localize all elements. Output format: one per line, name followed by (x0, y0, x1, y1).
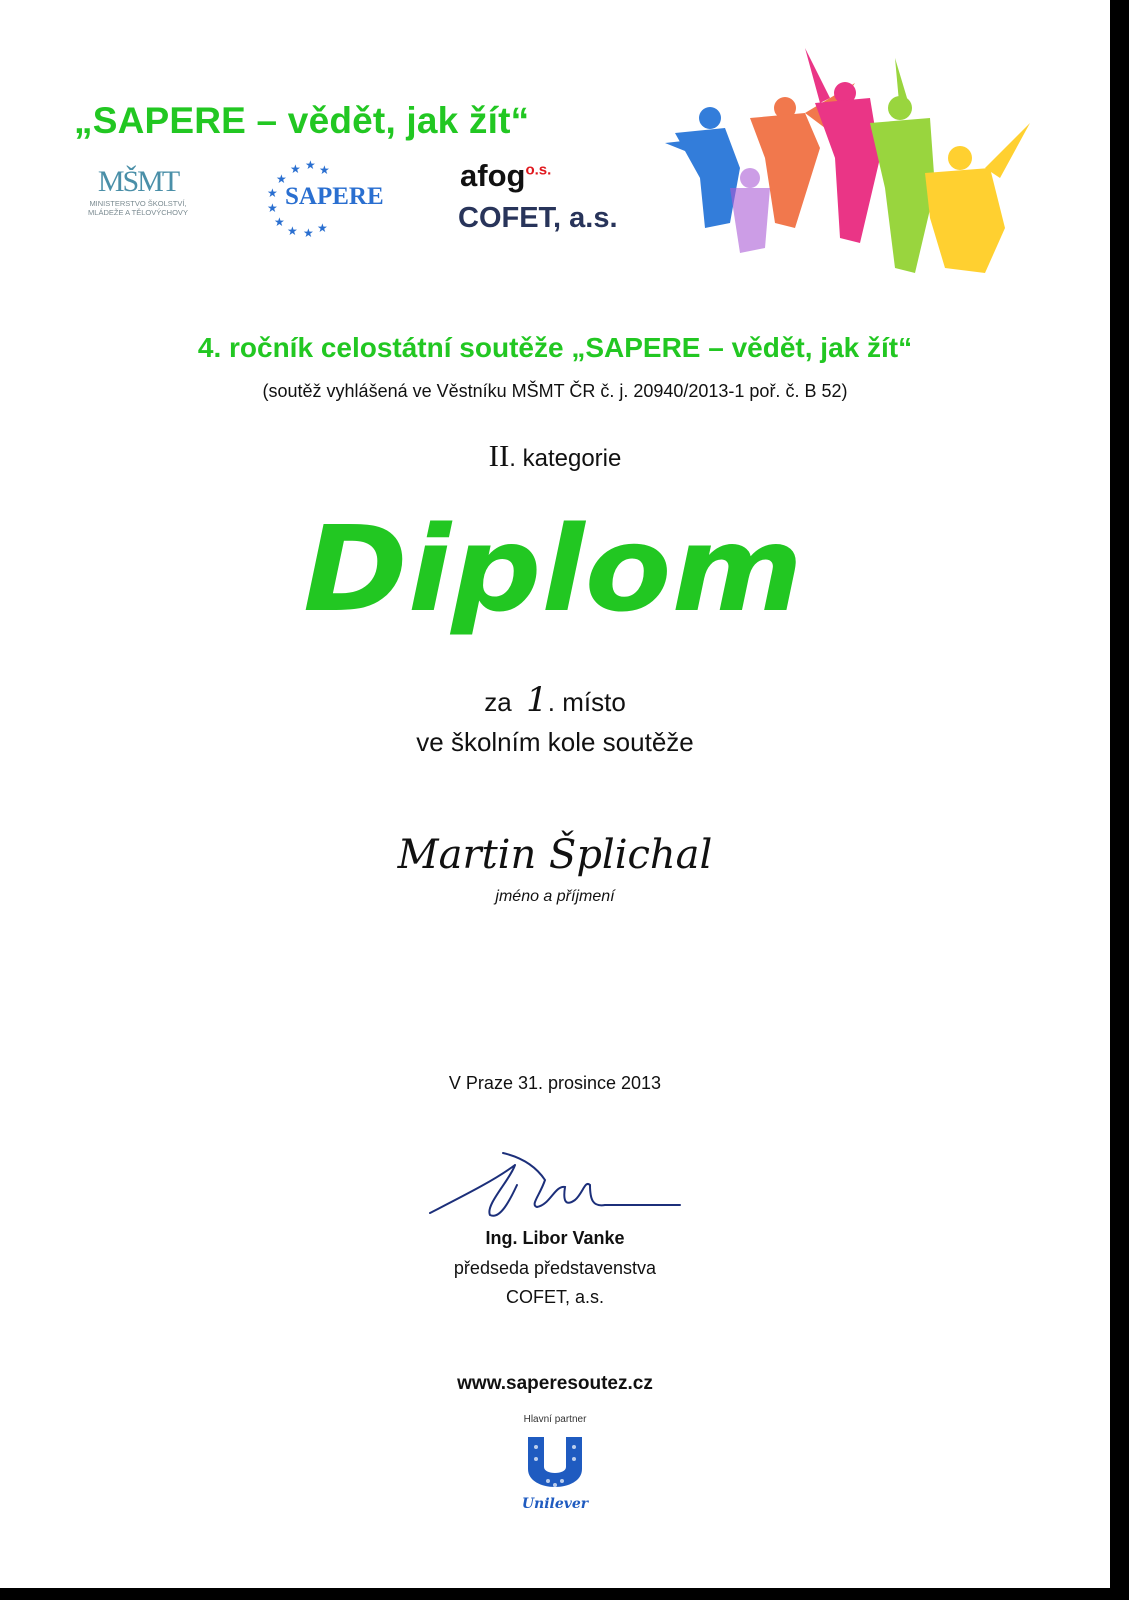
sapere-logo (255, 158, 395, 238)
place-date: V Praze 31. prosince 2013 (448, 1073, 662, 1093)
signer-company: COFET, a.s. (505, 1287, 604, 1307)
msmt-logo (68, 165, 208, 235)
svg-text:★: ★ (276, 172, 287, 186)
competition-round: ve školním kole soutěže (416, 727, 694, 757)
sapere-logo-text: SAPERE (285, 183, 384, 210)
msmt-mark: MŠMT (97, 165, 179, 198)
afog-logo (460, 158, 551, 194)
cofet-logo: COFET, a.s. (458, 202, 618, 234)
competition-title: 4. ročník celostátní soutěže „SAPERE – vědět, jak žít“ (197, 332, 913, 363)
svg-text:★: ★ (317, 221, 328, 235)
diploma-heading (0, 500, 1110, 650)
svg-text:★: ★ (305, 158, 316, 172)
place-prefix: za (484, 687, 512, 717)
unilever-u-icon (520, 1433, 590, 1495)
competition-subtitle: (soutěž vyhlášená ve Věstníku MŠMT ČR č. j. 20940/2013-1 poř. č. B 52) (262, 381, 848, 401)
unilever-logo (520, 1433, 590, 1515)
recipient-name: Martin Šplichal (397, 832, 713, 878)
unilever-logo-text: Unilever (521, 1496, 589, 1512)
place-line (0, 680, 1110, 720)
svg-text:★: ★ (267, 201, 278, 215)
diploma-heading-text: Diplom (303, 500, 803, 638)
signature-image (425, 1145, 685, 1225)
website-link[interactable]: www.saperesoutez.cz (457, 1373, 653, 1394)
category-label: . kategorie (509, 445, 622, 472)
msmt-caption-line2: MLÁDEŽE A TĚLOVÝCHOVY (88, 208, 188, 217)
afog-logo-suffix: o.s. (525, 161, 552, 179)
partner-label: Hlavní partner (523, 1414, 587, 1425)
svg-text:★: ★ (267, 186, 278, 200)
svg-text:★: ★ (274, 215, 285, 229)
signer-role: předseda představenstva (453, 1258, 657, 1278)
msmt-caption-line1: MINISTERSTVO ŠKOLSTVÍ, (89, 199, 187, 208)
svg-text:★: ★ (303, 226, 314, 238)
place-suffix: . místo (547, 687, 626, 717)
svg-text:★: ★ (290, 162, 301, 176)
header-title: „SAPERE – vědět, jak žít“ (74, 100, 530, 141)
signer-name: Ing. Libor Vanke (485, 1228, 625, 1248)
category-roman: II (488, 438, 510, 473)
svg-text:★: ★ (319, 163, 330, 177)
svg-text:★: ★ (287, 224, 298, 238)
afog-logo-text: afog (460, 158, 526, 193)
category-line (0, 438, 1110, 474)
recipient-caption: jméno a příjmení (495, 888, 615, 905)
jumping-people-illustration (655, 38, 1055, 288)
place-number: 1 (526, 680, 548, 720)
